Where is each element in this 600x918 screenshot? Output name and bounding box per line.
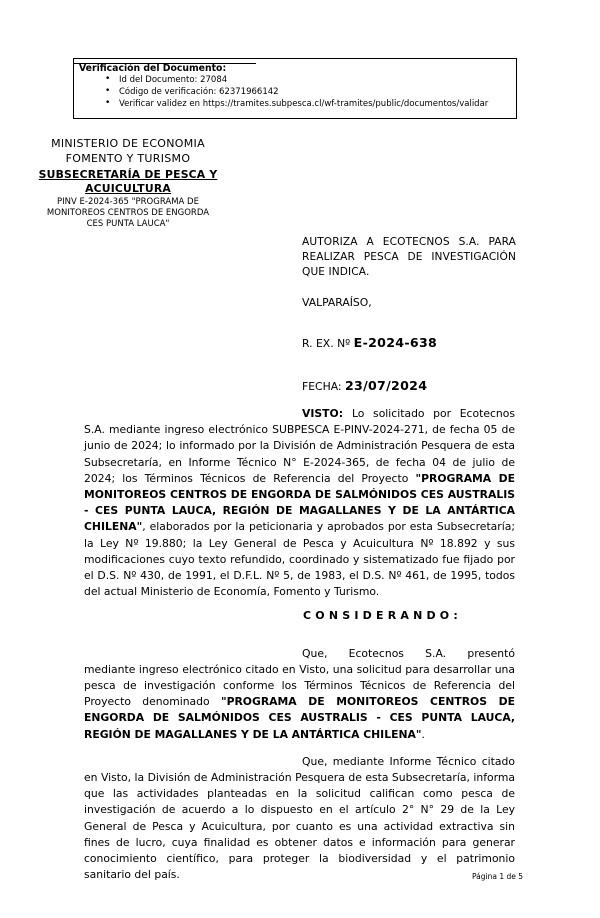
verification-item-text: Código de verificación: 62371966142 (119, 86, 279, 97)
rex-number: E-2024-638 (353, 335, 438, 350)
considerando-paragraph-1 (84, 646, 515, 743)
verification-item-document-id (79, 75, 512, 87)
verification-title: Verificación del Documento: (79, 63, 227, 74)
resolution-body (84, 406, 515, 883)
considerando-paragraph-2: Que, mediante Informe Técnico citado en Visto, la División de Administración Pesquera de esta Subsecretaría, informa que las actividades planteadas en la solicitud califican como pesca de investigación de acuerdo a lo dispuesto en el artículo 2° N° 29 de la Ley General de Pesca y Acuicultura, por cuanto es una actividad extractiva sin fines de lucro, cuya finalidad es obtener datos e información para generar conocimiento científico, para proteger la biodiversidad y el patrimonio sanitario del país. (84, 754, 515, 882)
ministry-name-line2: FOMENTO Y TURISMO (65, 152, 191, 165)
visto-text-after: , elaborados por la peticionaria y aprobados por esta Subsecretaría; la Ley Nº 19.880; la Ley General de Pesca y Acuicultura Nº 18.892 y sus modificaciones cuyo texto refundido, coordinado y sistematizado fue fijado por el D.S. Nº 430, de 1991, el D.F.L. Nº 5, de 1983, el D.S. Nº 461, de 1995, todos del actual Ministerio de Economía, Fomento y Turismo. (84, 520, 515, 599)
ministry-name-line1: MINISTERIO DE ECONOMIA (51, 137, 205, 150)
letterhead (20, 136, 236, 230)
considerando-heading: CONSIDERANDO: (303, 609, 462, 623)
considerando-p1-text-before: Que, Ecotecnos S.A. presentó mediante ingreso electrónico citado en Visto, una solicitud para desarrollar una pesca de investigación conforme los Términos Técnicos de Referencia del Proyecto denominado (84, 646, 515, 709)
date-value: 23/07/2024 (344, 378, 428, 393)
page-footer: Página 1 de 5 (472, 872, 524, 881)
date-label: FECHA: (302, 380, 345, 393)
bullet-icon: • (105, 74, 111, 84)
visto-paragraph (84, 406, 515, 600)
verification-url-text: Verificar validez en https://tramites.subpesca.cl/wf-tramites/public/documentos/validar (119, 98, 489, 109)
considerando-p1-text-after: . (421, 727, 425, 741)
verification-item-text: Id del Documento: 27084 (119, 75, 228, 85)
date-line (302, 378, 427, 393)
project-reference: PINV E-2024-365 "PROGRAMA DE MONITOREOS CENTROS DE ENGORDA CES PUNTA LAUCA" (46, 197, 210, 229)
bullet-icon: • (105, 97, 111, 108)
verification-item-url (79, 99, 512, 111)
visto-text-before: Lo solicitado por Ecotecnos S.A. mediante ingreso electrónico SUBPESCA E-PINV-2024-271, de fecha 05 de junio de 2024; lo informado por la División de Administración Pesquera de esta Subsecretaría, en Informe Técnico N° E-2024-365, de fecha 04 de julio de 2024; los Términos Técnicos de Referencia del Proyecto (84, 407, 515, 485)
resolution-number-line (302, 335, 437, 350)
verification-box (73, 58, 517, 119)
bullet-icon: • (105, 85, 111, 96)
verification-box-border-artifact (73, 63, 256, 64)
considerando-p1-project-title: "PROGRAMA DE MONITOREOS CENTROS DE ENGORDA DE SALMÓNIDOS CES AUSTRALIS - CES PUNTA LAUCA, REGIÓN DE MAGALLANES Y DE LA ANTÁRTICA CHILENA" (84, 695, 515, 741)
visto-project-title: "PROGRAMA DE MONITOREOS CENTROS DE ENGORDA DE SALMÓNIDOS CES AUSTRALIS - CES PUNTA LAUCA, REGIÓN DE MAGALLANES Y DE LA ANTÁRTICA CHILENA" (84, 471, 515, 534)
city-line: VALPARAÍSO, (302, 296, 372, 309)
subsecretaria-title: SUBSECRETARÍA DE PESCA Y ACUICULTURA (38, 168, 218, 195)
resolution-subject: AUTORIZA A ECOTECNOS S.A. PARA REALIZAR PESCA DE INVESTIGACIÓN QUE INDICA. (302, 236, 516, 279)
verification-item-code (79, 87, 512, 99)
rex-label: R. EX. Nº (302, 337, 354, 350)
visto-label: VISTO: (302, 407, 352, 420)
